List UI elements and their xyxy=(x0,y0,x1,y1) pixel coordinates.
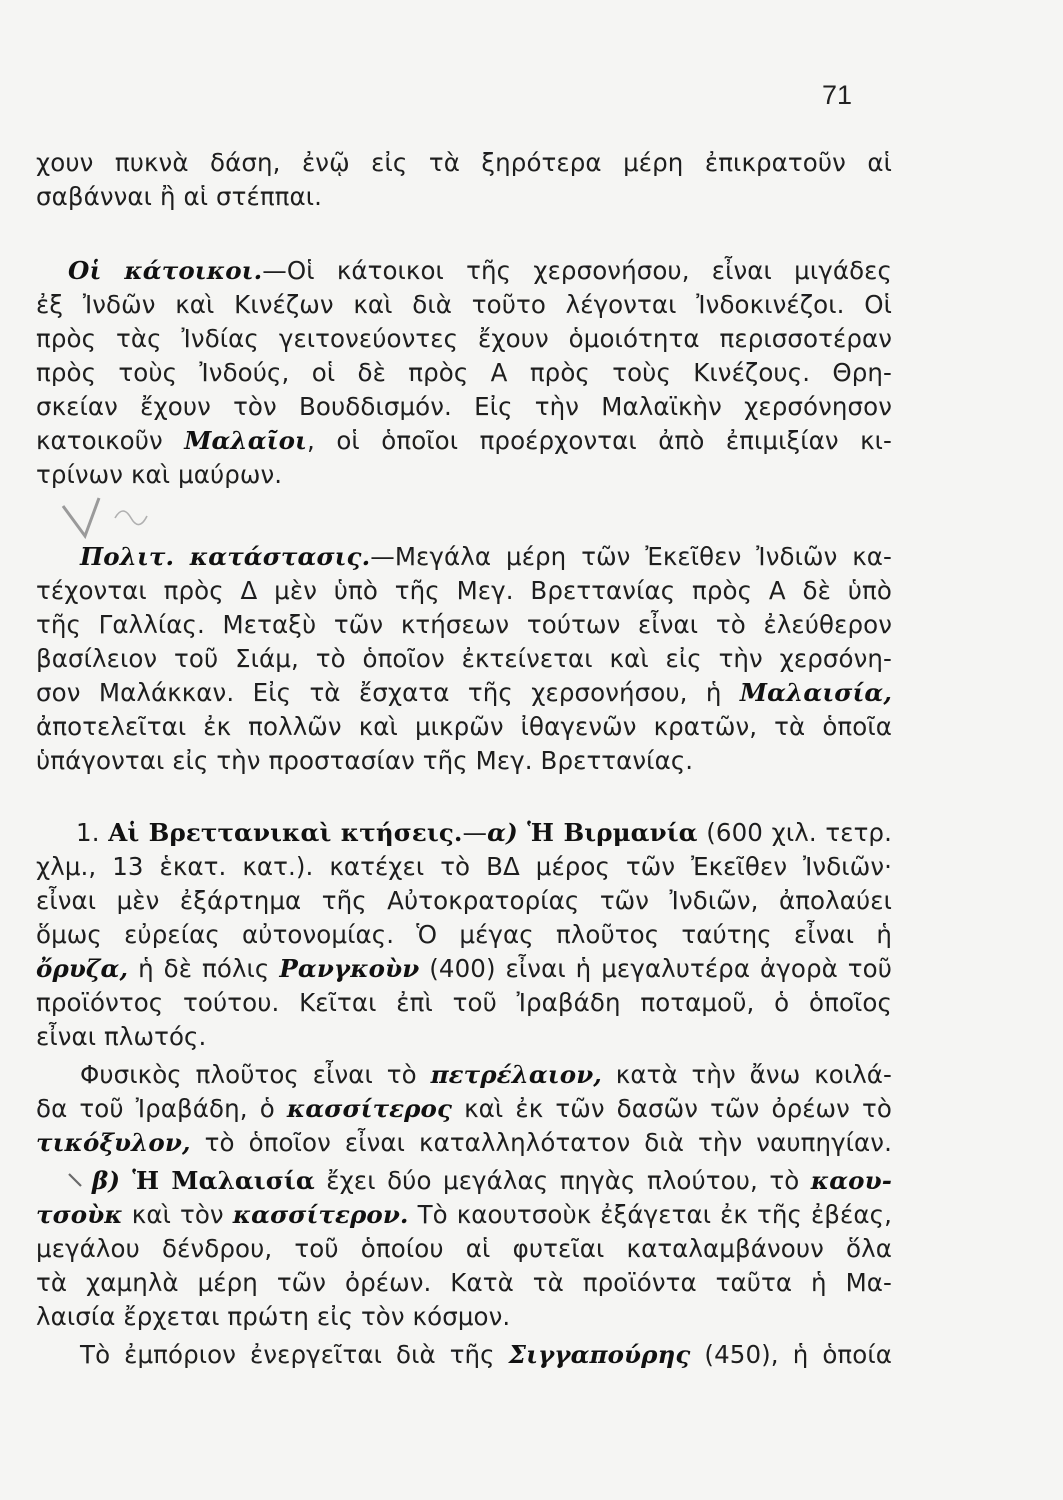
term-singapore: Σιγγαπούρης xyxy=(508,1340,691,1369)
subsection-label-b: β) xyxy=(92,1166,121,1195)
paragraph-5-line-1-a: Φυσικὸς πλοῦτος εἶναι τὸ xyxy=(80,1060,431,1089)
heading-dash: — xyxy=(462,818,488,847)
paragraph-3-line-3: τῆς Γαλλίας. Μεταξὺ τῶν κτήσεων τούτων εἶναι τὸ ἐλεύθερον xyxy=(36,610,892,639)
term-burma: Ἡ Βιρμανία xyxy=(517,818,698,847)
term-malaysia-heading: Ἡ Μαλαισία xyxy=(120,1166,315,1195)
paragraph-3-line-5-a: σον Μαλάκκαν. Εἰς τὰ ἔσχατα τῆς χερσονήσου, ἡ xyxy=(36,678,740,707)
term-petroleum: πετρέλαιον, xyxy=(430,1060,602,1089)
paragraph-2-line-3: πρὸς τὰς Ἰνδίας γειτονεύοντες ἔχουν ὁμοιότητα περισσοτέραν xyxy=(36,324,892,353)
paragraph-5-line-3-b: τὸ ὁποῖον εἶναι καταλληλότατον διὰ τὴν ναυπηγίαν. xyxy=(190,1128,892,1157)
paragraph-2-line-5: σκείαν ἔχουν τὸν Βουδδισμόν. Εἰς τὴν Μαλαϊκὴν χερσόνησον xyxy=(36,392,892,421)
paragraph-3-line-7: ὑπάγονται εἰς τὴν προστασίαν τῆς Μεγ. Βρεττανίας. xyxy=(36,746,694,775)
paragraph-5-line-1-c: κατὰ τὴν ἄνω κοιλά- xyxy=(601,1060,893,1089)
paragraph-2-line-4: πρὸς τοὺς Ἰνδούς, οἱ δὲ πρὸς Α πρὸς τοὺς Κινέζους. Θρη- xyxy=(36,358,892,387)
paragraph-5-line-2 xyxy=(36,1094,892,1124)
paragraph-4-line-1 xyxy=(76,818,892,848)
paragraph-3-line-1 xyxy=(80,542,892,572)
paragraph-3-line-1-text: —Μεγάλα μέρη τῶν Ἐκεῖθεν Ἰνδιῶν κα- xyxy=(370,542,892,571)
paragraph-2-line-1-text: —Οἱ κάτοικοι τῆς χερσονήσου, εἶναι μιγάδες xyxy=(262,256,892,285)
paragraph-5-line-1 xyxy=(80,1060,892,1090)
paragraph-4-line-6: προϊόντος τούτου. Κεῖται ἐπὶ τοῦ Ἰραβάδη ποταμοῦ, ὁ ὁποῖος xyxy=(36,988,892,1017)
paragraph-4-line-5-d: (400) εἶναι ἡ μεγαλυτέρα ἀγορὰ τοῦ xyxy=(419,954,892,983)
pencil-tick-mark xyxy=(66,1170,86,1190)
paragraph-1-line-1: χουν πυκνὰ δάση, ἐνῷ εἰς τὰ ξηρότερα μέρη ἐπικρατοῦν αἱ xyxy=(36,148,892,177)
paragraph-5-line-2-c: καὶ ἐκ τῶν δασῶν τῶν ὀρέων τὸ xyxy=(452,1094,892,1123)
term-rubber-part-2: τσοὺκ xyxy=(36,1200,123,1229)
paragraph-6-line-2 xyxy=(36,1200,892,1230)
section-heading-inhabitants: Οἱ κάτοικοι. xyxy=(68,256,263,285)
term-malaisia: Μαλαισία, xyxy=(739,678,892,707)
paragraph-6-line-3: μεγάλου δένδρου, τοῦ ὁποίου αἱ φυτεῖαι καταλαμβάνουν ὅλα xyxy=(36,1234,892,1263)
paragraph-3-line-5 xyxy=(36,678,892,708)
section-number: 1. xyxy=(76,818,109,847)
paragraph-6-line-2-d: Τὸ καουτσοὺκ ἐξάγεται ἐκ τῆς ἐβέας, xyxy=(408,1200,892,1229)
paragraph-2-line-7: τρίνων καὶ μαύρων. xyxy=(36,460,283,489)
section-heading-political-status: Πολιτ. κατάστασις. xyxy=(80,542,371,571)
paragraph-2-line-6-a: κατοικοῦν xyxy=(36,426,185,455)
paragraph-4-line-2: χλμ., 13 ἑκατ. κατ.). κατέχει τὸ ΒΔ μέρος τῶν Ἐκεῖθεν Ἰνδιῶν· xyxy=(36,852,892,881)
term-teak: τικόξυλον, xyxy=(36,1128,191,1157)
term-rangoon: Ρανγκοὺν xyxy=(279,954,420,983)
paragraph-3-line-6: ἀποτελεῖται ἐκ πολλῶν καὶ μικρῶν ἰθαγενῶν κρατῶν, τὰ ὁποῖα xyxy=(36,712,892,741)
paragraph-6-line-1-text: ἔχει δύο μεγάλας πηγὰς πλούτου, τὸ xyxy=(314,1166,811,1195)
paragraph-6-line-1 xyxy=(92,1166,892,1196)
page-number: 71 xyxy=(822,80,853,110)
term-tin-2: κασσίτερον. xyxy=(232,1200,409,1229)
paragraph-4-line-4: ὅμως εὐρείας αὐτονομίας. Ὁ μέγας πλοῦτος ταύτης εἶναι ἡ xyxy=(36,920,892,949)
paragraph-3-line-2: τέχονται πρὸς Δ μὲν ὑπὸ τῆς Μεγ. Βρεττανίας πρὸς Α δὲ ὑπὸ xyxy=(36,576,892,605)
term-rubber-part-1: καου- xyxy=(810,1166,892,1195)
paragraph-6-line-5: λαισία ἔρχεται πρώτη εἰς τὸν κόσμον. xyxy=(36,1302,511,1331)
paragraph-2-line-1 xyxy=(68,256,892,286)
paragraph-1-line-2: σαβάνναι ἢ αἱ στέππαι. xyxy=(36,182,323,211)
paragraph-4-line-1-text: (600 χιλ. τετρ. xyxy=(697,818,892,847)
paragraph-2-line-6-c: , οἱ ὁποῖοι προέρχονται ἀπὸ ἐπιμιξίαν κι- xyxy=(307,426,892,455)
paragraph-5-line-3 xyxy=(36,1128,892,1158)
paragraph-7-line-1-a: Τὸ ἐμπόριον ἐνεργεῖται διὰ τῆς xyxy=(80,1340,509,1369)
pencil-annotation-mark xyxy=(55,488,165,548)
paragraph-2-line-2: ἐξ Ἰνδῶν καὶ Κινέζων καὶ διὰ τοῦτο λέγονται Ἰνδοκινέζοι. Οἱ xyxy=(36,290,892,319)
paragraph-2-line-6 xyxy=(36,426,892,456)
section-heading-british-possessions: Αἱ Βρεττανικαὶ κτήσεις. xyxy=(108,818,463,847)
term-rice: ὄρυζα, xyxy=(36,954,129,983)
term-tin: κασσίτερος xyxy=(286,1094,453,1123)
paragraph-6-line-4: τὰ χαμηλὰ μέρη τῶν ὀρέων. Κατὰ τὰ προϊόντα ταῦτα ἡ Μα- xyxy=(36,1268,892,1297)
paragraph-4-line-5-b: ἡ δὲ πόλις xyxy=(128,954,280,983)
paragraph-4-line-7: εἶναι πλωτός. xyxy=(36,1022,207,1051)
paragraph-7-line-1-c: (450), ἡ ὁποία xyxy=(690,1340,892,1369)
paragraph-4-line-5 xyxy=(36,954,892,984)
paragraph-3-line-4: βασίλειον τοῦ Σιάμ, τὸ ὁποῖον ἐκτείνεται καὶ εἰς τὴν χερσόνη- xyxy=(36,644,892,673)
paragraph-4-line-3: εἶναι μὲν ἐξάρτημα τῆς Αὐτοκρατορίας τῶν Ἰνδιῶν, ἀπολαύει xyxy=(36,886,892,915)
paragraph-5-line-2-a: δα τοῦ Ἰραβάδη, ὁ xyxy=(36,1094,287,1123)
subsection-label-a: α) xyxy=(487,818,518,847)
paragraph-7-line-1 xyxy=(80,1340,892,1370)
paragraph-6-line-2-b: καὶ τὸν xyxy=(122,1200,233,1229)
term-malaioi: Μαλαῖοι xyxy=(184,426,308,455)
